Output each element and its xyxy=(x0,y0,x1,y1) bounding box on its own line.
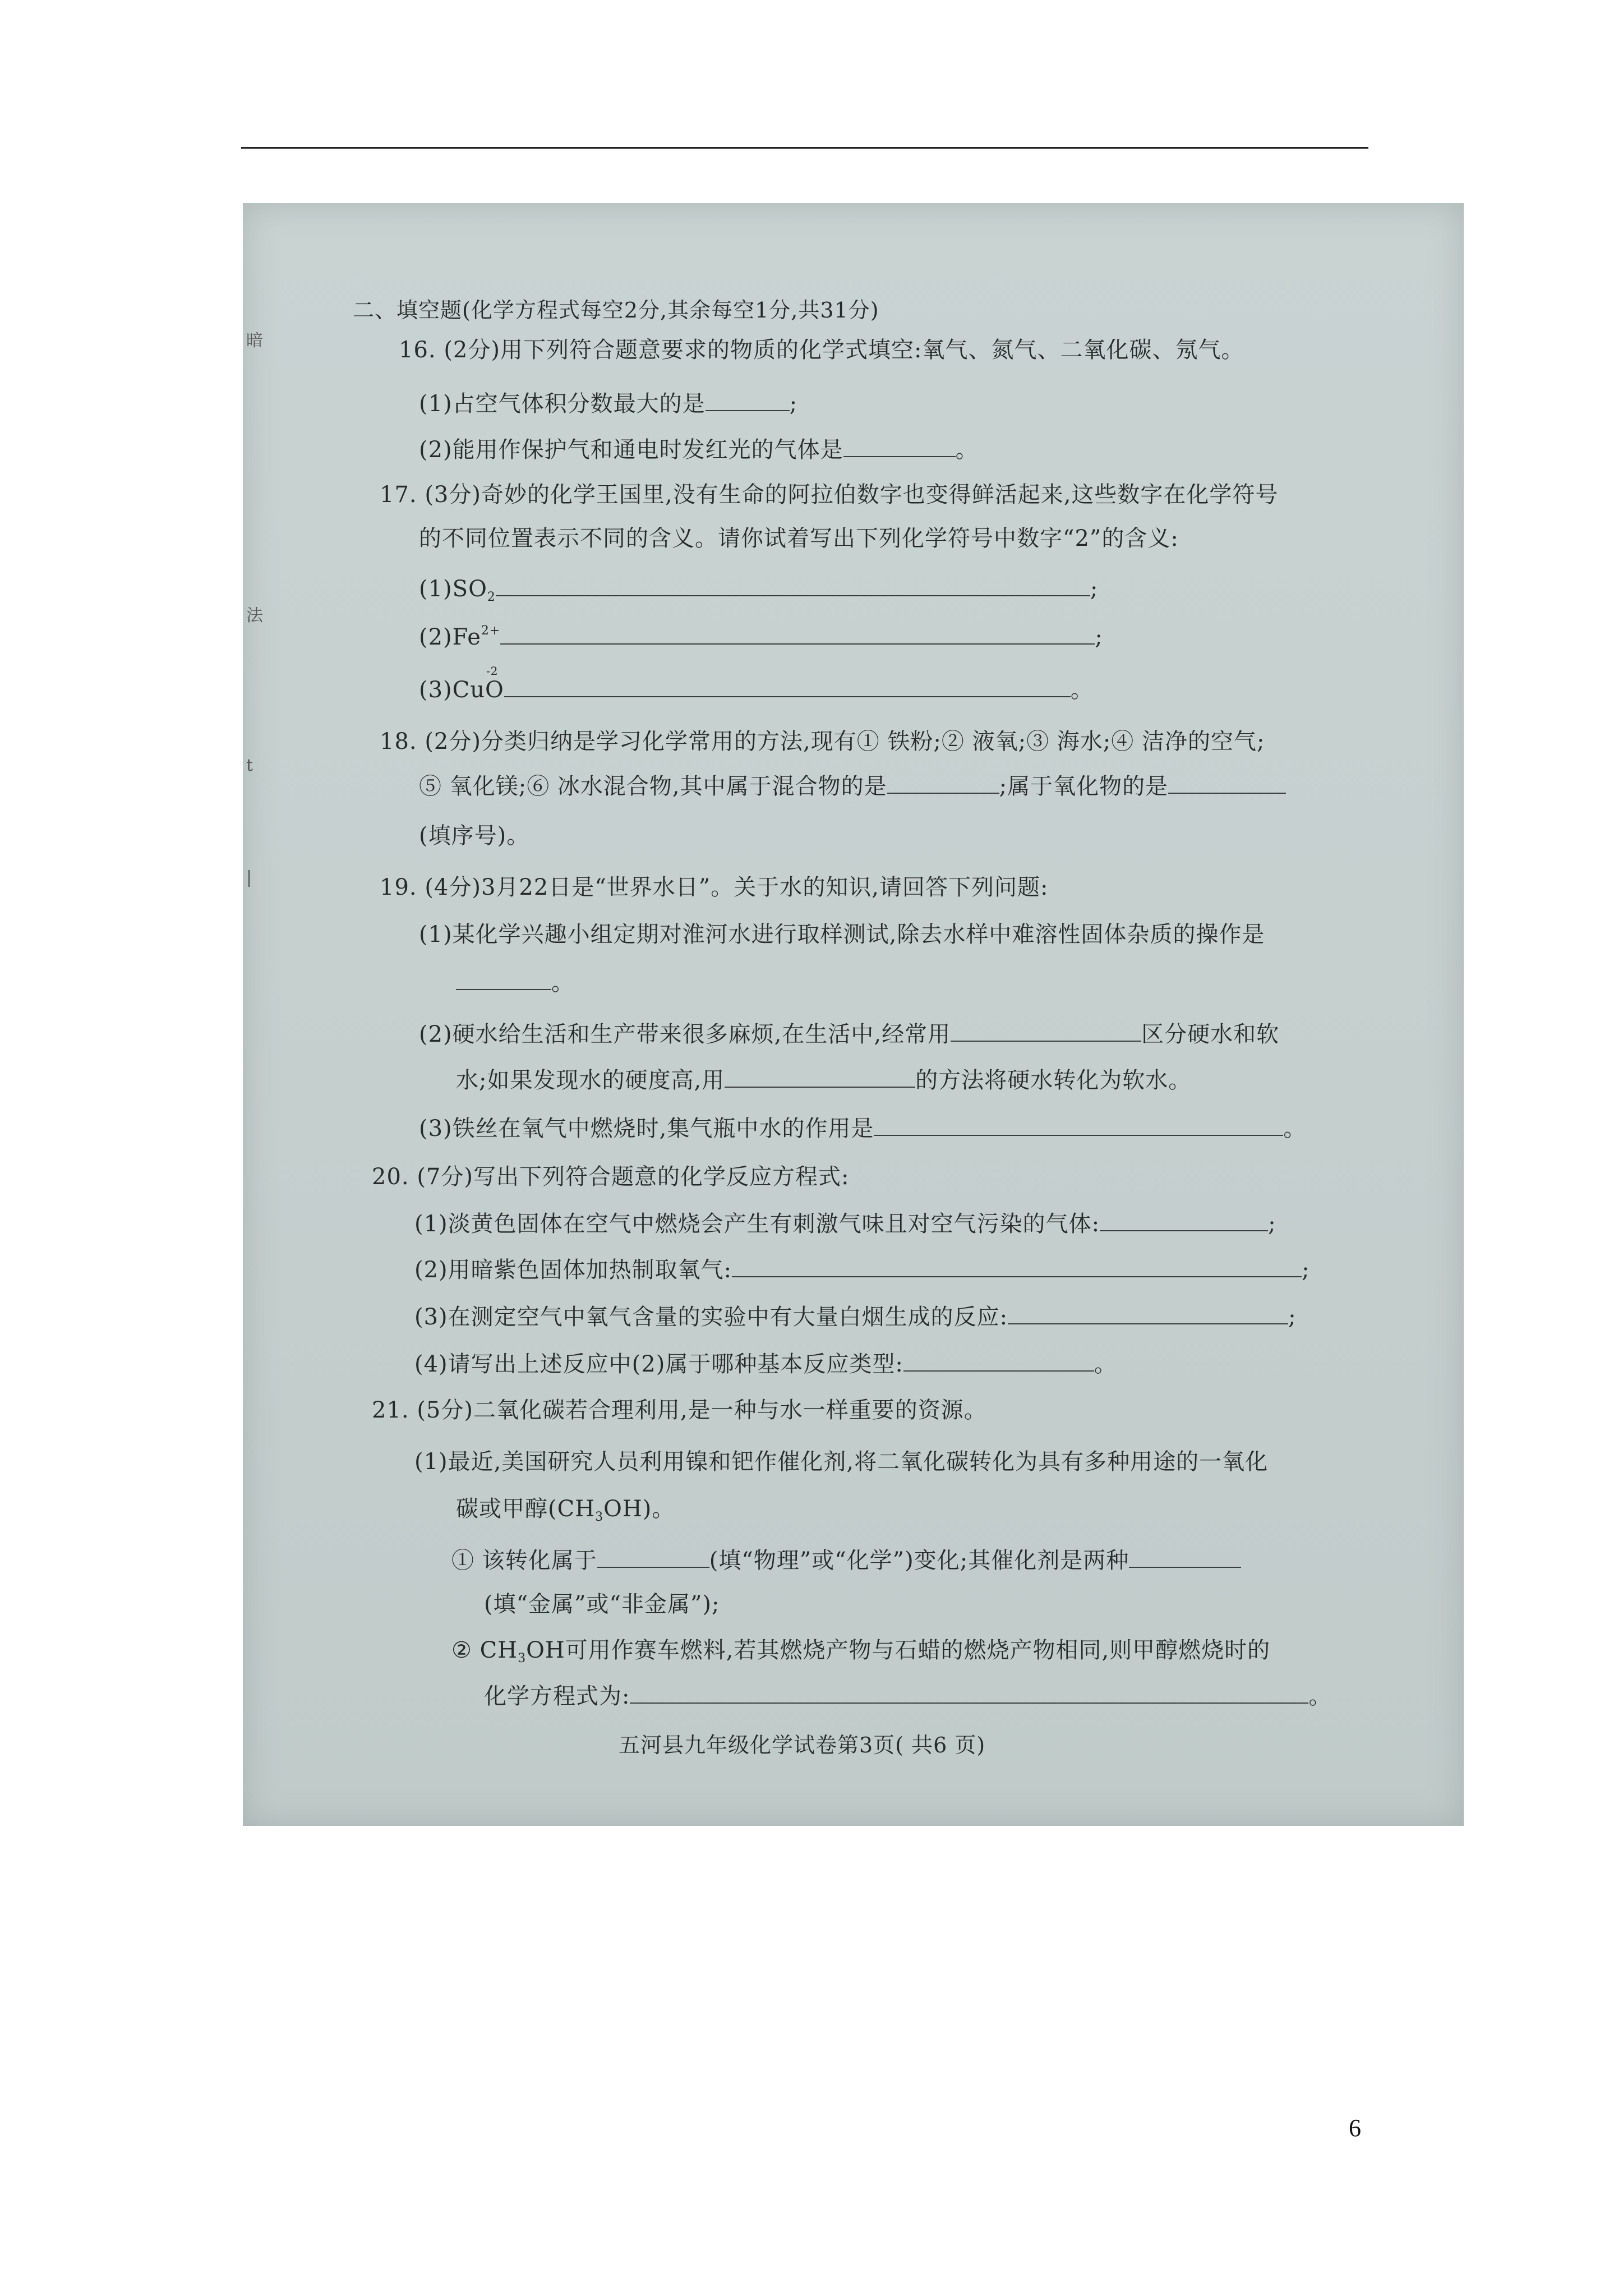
q17-part2-end: ; xyxy=(1095,624,1103,650)
q17-part3-oxygen xyxy=(485,664,504,703)
q21-sub1-text-b: (填“物理”或“化学”)变化;其催化剂是两种 xyxy=(709,1548,1129,1573)
q19-part3-end: 。 xyxy=(1283,1116,1307,1142)
q18-line2-text-a: ⑤ 氧化镁;⑥ 冰水混合物,其中属于混合物的是 xyxy=(419,774,887,799)
q21-part1-line1: (1)最近,美国研究人员利用镍和钯作催化剂,将二氧化碳转化为具有多种用途的一氧化 xyxy=(414,1449,1269,1475)
q21-sub1-line1 xyxy=(451,1549,1241,1572)
q21-part1-text-pre: 碳或甲醇(CH xyxy=(456,1496,596,1522)
q20-part1-text: (1)淡黄色固体在空气中燃烧会产生有刺激气味且对空气污染的气体: xyxy=(414,1211,1100,1237)
q21-sub1-text-a: ① 该转化属于 xyxy=(451,1548,597,1573)
q21-sub2-line1 xyxy=(451,1639,1270,1665)
answer-blank[interactable] xyxy=(500,627,1095,645)
q21-sub1-line2: (填“金属”或“非金属”); xyxy=(484,1591,720,1617)
q17-part2-label: (2)Fe xyxy=(419,624,481,650)
exam-page-photo xyxy=(243,203,1464,1826)
q18-line2-text-b: ;属于氧化物的是 xyxy=(999,774,1169,799)
answer-blank[interactable] xyxy=(725,1070,915,1088)
q19-part1-end: 。 xyxy=(551,970,574,996)
q19-stem: 19. (4分)3月22日是“世界水日”。关于水的知识,请回答下列问题: xyxy=(380,875,1049,900)
answer-blank[interactable] xyxy=(732,1259,1302,1277)
q21-stem: 21. (5分)二氧化碳若合理利用,是一种与水一样重要的资源。 xyxy=(372,1397,987,1423)
answer-blank[interactable] xyxy=(1168,776,1286,794)
q21-part1-text-post: OH)。 xyxy=(603,1496,675,1522)
q20-part3 xyxy=(414,1306,1297,1328)
q18-line3: (填序号)。 xyxy=(419,823,530,849)
q17-part1-label: (1)SO xyxy=(419,576,487,602)
q21-sub2-text-post: OH可用作赛车燃料,若其燃烧产物与石蜡的燃烧产物相同,则甲醇燃烧时的 xyxy=(526,1637,1271,1663)
q19-part2-text-d: 的方法将硬水转化为软水。 xyxy=(915,1068,1192,1093)
margin-mark: 法 xyxy=(246,606,263,625)
answer-blank[interactable] xyxy=(874,1118,1283,1136)
q17-stem-line2: 的不同位置表示不同的含义。请你试着写出下列化学符号中数字“2”的含义: xyxy=(419,526,1179,551)
q16-part2-text: (2)能用作保护气和通电时发红光的气体是 xyxy=(419,437,843,463)
q19-part3 xyxy=(419,1117,1306,1140)
q19-part2-text-a: (2)硬水给生活和生产带来很多麻烦,在生活中,经常用 xyxy=(419,1022,951,1047)
q19-part2-text-b: 区分硬水和软 xyxy=(1141,1022,1280,1047)
q21-part1-line2 xyxy=(456,1498,675,1524)
q17-part1 xyxy=(419,578,1098,604)
q20-part4-end: 。 xyxy=(1094,1351,1117,1377)
q19-part1: (1)某化学兴趣小组定期对淮河水进行取样测试,除去水样中难溶性固体杂质的操作是 xyxy=(419,922,1265,947)
margin-mark: 暗 xyxy=(246,331,263,351)
q21-sub2-text-pre: ② CH xyxy=(451,1637,518,1663)
q18-line1: 18. (2分)分类归纳是学习化学常用的方法,现有① 铁粉;② 液氧;③ 海水;④ 洁净的空气; xyxy=(380,729,1265,754)
answer-blank[interactable] xyxy=(1100,1213,1268,1231)
q17-part3-o: O xyxy=(485,677,504,703)
section-title: 二、填空题(化学方程式每空2分,其余每空1分,共31分) xyxy=(353,298,879,323)
answer-blank[interactable] xyxy=(951,1024,1141,1042)
q20-part1 xyxy=(414,1213,1276,1235)
answer-blank[interactable] xyxy=(903,1354,1094,1372)
q16-part2-end: 。 xyxy=(955,437,979,463)
answer-blank[interactable] xyxy=(504,679,1071,697)
q19-part2-text-c: 水;如果发现水的硬度高,用 xyxy=(456,1068,725,1093)
answer-blank[interactable] xyxy=(496,578,1090,596)
q20-part2-end: ; xyxy=(1302,1257,1310,1283)
q19-part1-answer xyxy=(456,972,574,994)
answer-blank[interactable] xyxy=(887,776,999,794)
page-number: 6 xyxy=(1349,2114,1361,2142)
q19-part2-line1 xyxy=(419,1023,1279,1046)
q16-part1 xyxy=(419,393,797,415)
q19-part3-text: (3)铁丝在氧气中燃烧时,集气瓶中水的作用是 xyxy=(419,1116,874,1142)
q17-part1-subscript: 2 xyxy=(487,590,496,604)
answer-blank[interactable] xyxy=(630,1686,1308,1704)
q17-part3 xyxy=(419,664,1094,703)
q20-part2 xyxy=(414,1259,1310,1281)
q20-part2-text: (2)用暗紫色固体加热制取氧气: xyxy=(414,1257,732,1283)
q21-part1-subscript: 3 xyxy=(595,1510,604,1524)
q20-stem: 20. (7分)写出下列符合题意的化学反应方程式: xyxy=(372,1164,850,1190)
q18-line2 xyxy=(419,775,1286,798)
q21-sub2-text-b: 化学方程式为: xyxy=(484,1683,630,1709)
q17-part2 xyxy=(419,625,1103,648)
q16-stem: 16. (2分)用下列符合题意要求的物质的化学式填空:氧气、氮气、二氧化碳、氖气。 xyxy=(399,337,1244,363)
q20-part1-end: ; xyxy=(1268,1211,1276,1237)
q21-sub2-end: 。 xyxy=(1308,1683,1332,1709)
header-rule xyxy=(241,147,1368,149)
q20-part4 xyxy=(414,1353,1117,1375)
q17-part2-superscript: 2+ xyxy=(481,624,501,638)
answer-blank[interactable] xyxy=(1008,1306,1288,1324)
q20-part3-end: ; xyxy=(1288,1304,1297,1330)
margin-mark: | xyxy=(246,868,252,887)
q21-sub2-subscript: 3 xyxy=(518,1651,527,1665)
q17-stem-line1: 17. (3分)奇妙的化学王国里,没有生命的阿拉伯数字也变得鲜活起来,这些数字在化学符号 xyxy=(380,482,1279,508)
q17-part1-end: ; xyxy=(1090,576,1099,602)
q16-part1-end: ; xyxy=(789,391,798,417)
valence-mark: -2 xyxy=(486,664,499,678)
answer-blank[interactable] xyxy=(1129,1550,1241,1568)
q17-part3-end: 。 xyxy=(1070,677,1094,703)
q19-part2-line2 xyxy=(456,1069,1191,1092)
answer-blank[interactable] xyxy=(597,1550,709,1568)
margin-mark: t xyxy=(246,756,253,775)
answer-blank[interactable] xyxy=(706,393,790,411)
q16-part1-text: (1)占空气体积分数最大的是 xyxy=(419,391,706,417)
photo-footer: 五河县九年级化学试卷第3页( 共6 页) xyxy=(619,1733,986,1757)
answer-blank[interactable] xyxy=(456,972,551,990)
q16-part2 xyxy=(419,439,979,461)
q20-part3-text: (3)在测定空气中氧气含量的实验中有大量白烟生成的反应: xyxy=(414,1304,1008,1330)
q17-part3-label: (3)Cu xyxy=(419,677,486,703)
q20-part4-text: (4)请写出上述反应中(2)属于哪种基本反应类型: xyxy=(414,1351,903,1377)
answer-blank[interactable] xyxy=(843,439,956,457)
q21-sub2-line2 xyxy=(484,1685,1331,1708)
